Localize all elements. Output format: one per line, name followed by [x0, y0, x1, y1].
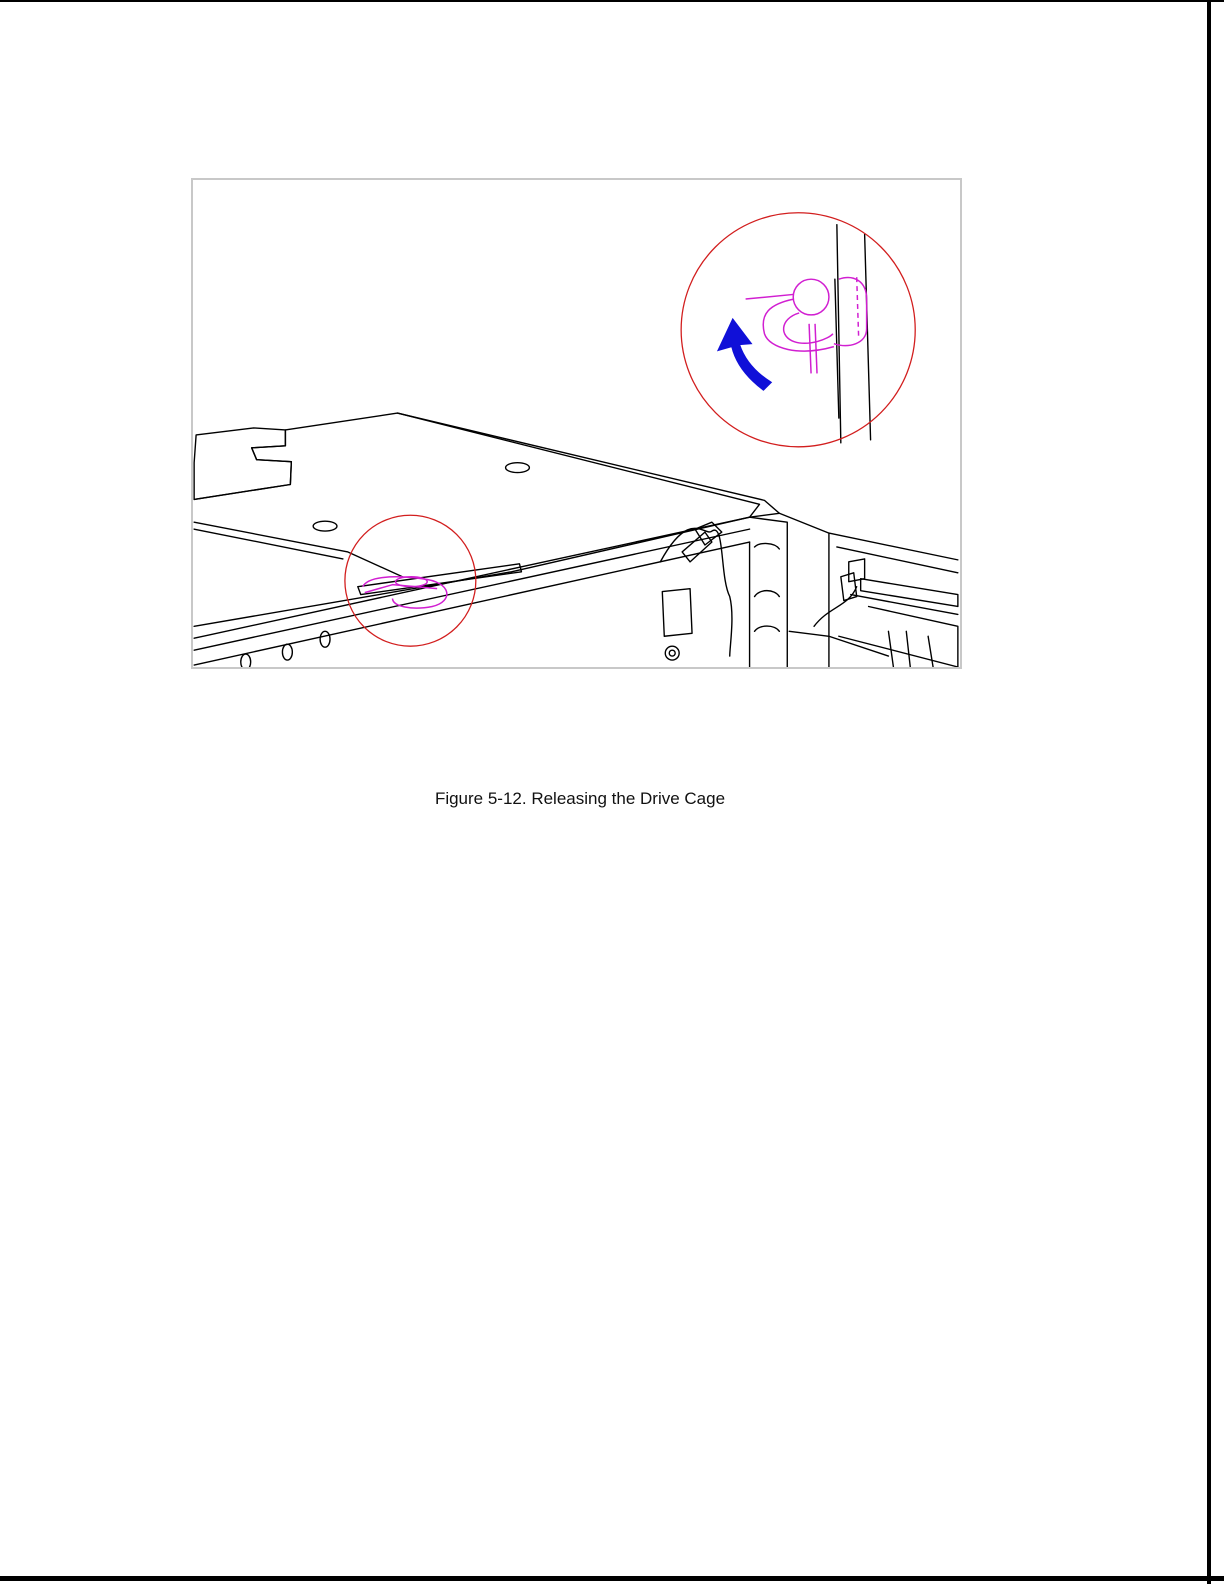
drive-connector-3: [928, 636, 933, 667]
hole: [282, 644, 292, 660]
latch-lever-zoom-pin: [809, 324, 811, 374]
inner-panel-line-2: [194, 529, 343, 559]
page-border-right: [1207, 0, 1211, 1584]
cable-clip: [682, 532, 712, 562]
hole: [506, 463, 530, 473]
bay-bracket: [750, 517, 788, 667]
drive-face-2: [839, 636, 958, 667]
ground-screw: [665, 646, 679, 660]
figure-illustration: [191, 178, 962, 669]
latch-knob-zoom: [793, 279, 829, 315]
page-border-top: [0, 0, 1224, 2]
latch-lever-zoom-dash: [857, 277, 859, 338]
cable: [660, 528, 732, 656]
ground-screw-inner: [669, 650, 675, 656]
bay-wire: [814, 587, 857, 627]
figure-caption: Figure 5-12. Releasing the Drive Cage: [434, 789, 726, 808]
cable-connector: [662, 589, 692, 637]
latch-lever-zoom-bar: [746, 294, 798, 299]
bay-slot: [755, 626, 780, 631]
latch-lever-zoom-hook-2: [784, 313, 833, 343]
tray-top-plate: [194, 428, 291, 499]
hole: [241, 654, 251, 667]
drive-face: [869, 606, 958, 667]
drive-rail-2: [837, 547, 958, 573]
drive-cage-drawing: [193, 180, 960, 667]
bay-latch-2: [849, 559, 865, 582]
drive-bay-lower: [789, 631, 888, 656]
chassis-front-edge: [194, 529, 749, 650]
bay-slot: [755, 591, 780, 597]
callout-circle-zoom: [681, 213, 915, 447]
drive-connector-2: [906, 631, 910, 667]
bay-slot: [755, 543, 780, 548]
chassis-top-panel: [194, 413, 759, 626]
zoom-panel-line-2: [865, 235, 871, 440]
drive-rail: [829, 533, 958, 560]
drive-body: [861, 579, 958, 607]
page-border-bottom: [0, 1576, 1224, 1581]
hole: [320, 631, 330, 647]
latch-lever-zoom-pin-2: [815, 324, 817, 374]
rail-slot: [358, 564, 522, 595]
hole: [313, 521, 337, 531]
